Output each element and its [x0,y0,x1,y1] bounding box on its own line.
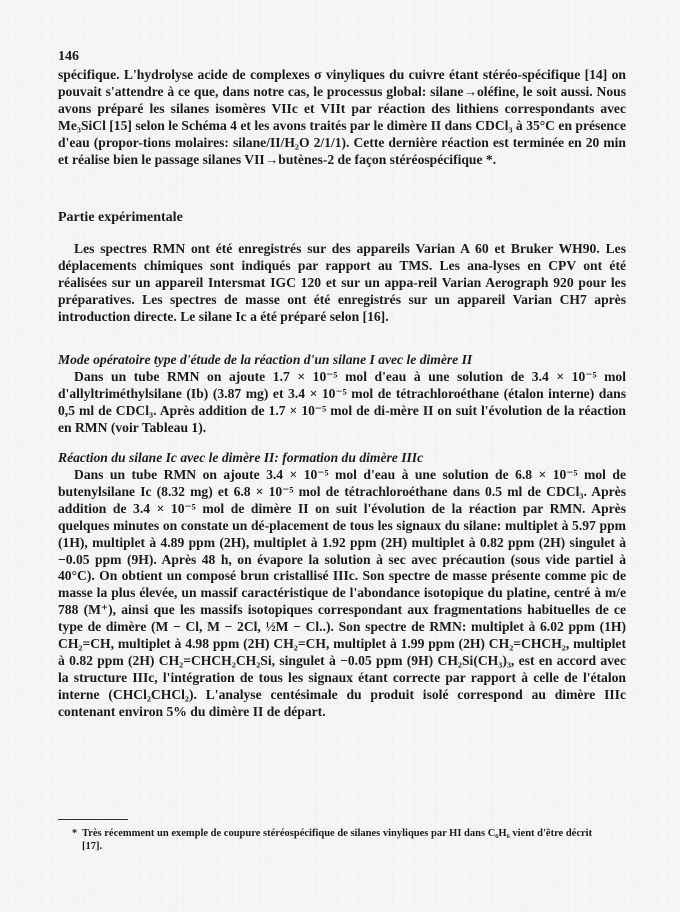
experimental-paragraph: Les spectres RMN ont été enregistrés sur des appareils Varian A 60 et Bruker WH90. Les déplacements chimiques sont indiqués par rapport au TMS. Les ana-lyses en CPV ont été réalisées sur un appareil Intersmat IGC 120 et sur un appa-reil Varian Aerograph 920 pour les préparatives. Les spectres de masse ont été enregistrés sur un appareil Varian CH7 après introduction directe. Le silane Ic a été préparé selon [16]. [58,241,626,324]
footnote [72,828,602,853]
page-number: 146 [58,49,79,64]
footnote-divider [58,819,128,820]
reaction-title: Réaction du silane Ic avec le dimère II: formation du dimère IIIc [58,450,424,465]
intro-paragraph: spécifique. L'hydrolyse acide de complexes σ vinyliques du cuivre étant stéréo-spécifique [14] on pouvait s'attendre à ce que, dans notre cas, le processus global: silane→oléfine, le soit aussi. Nous avons préparé les silanes isomères VIIc et VIIt par réaction des lithiens correspondants avec Me₃SiCl [15] selon le Schéma 4 et les avons traités par le dimère II dans CDCl₃ à 35°C en présence d'eau (propor-tions molaires: silane/II/H₂O 2/1/1). Cette dernière réaction est terminée en 20 min et réalise bien le passage silanes VII→butènes-2 de façon stéréospécifique *. [58,67,626,167]
footnote-marker: * [72,828,78,839]
footnote-text: Très récemment un exemple de coupure stéréospécifique de silanes vinyliques par HI dans C₆H₆ vient d'être décrit [17]. [82,828,593,852]
section-heading: Partie expérimentale [58,210,183,225]
reaction-paragraph: Dans un tube RMN on ajoute 3.4 × 10⁻⁵ mol d'eau à une solution de 6.8 × 10⁻⁵ mol de butenylsilane Ic (8.32 mg) et 6.8 × 10⁻⁵ mol de tétrachloroéthane dans 0.5 ml de CDCl₃. Après addition de 3.4 × 10⁻⁵ mol de dimère II on suit l'évolution de la réaction par RMN. Après quelques minutes on constate un dé-placement de tous les signaux du silane: multiplet à 5.97 ppm (1H), multiplet à 4.89 ppm (2H), multiplet à 1.92 ppm (2H) multiplet à 0.82 ppm (2H) singulet à −0.05 ppm (9H). Après 48 h, on évapore la solution à sec avec précaution (sous vide partiel à 40°C). On obtient un composé brun cristallisé IIIc. Son spectre de masse présente comme pic de masse la plus élevée, un massif caractéristique de l'abondance isotopique du platine, centré à m/e 788 (M⁺), ainsi que les massifs isotopiques correspondant aux fragmentations habituelles de ce type de dimère (M − Cl, M − 2Cl, ½M − Cl..). Son spectre de RMN: multiplet à 6.02 ppm (1H) CH₂=CH, multiplet à 4.98 ppm (2H) CH₂=CH, multiplet à 1.99 ppm (2H) CH₂=CHCH₂, multiplet à 0.82 ppm (2H) CH₂=CHCH₂CH₂Si, singulet à −0.05 ppm (9H) CH₂Si(CH₃)₃, est en accord avec la structure IIIc, l'intégration de tous les signaux étant correcte par rapport à celle de l'étalon interne (CHCl₂CHCl₂). L'analyse centésimale du produit isolé correspond au dimère IIIc contenant environ 5% du dimère II de départ. [58,467,626,719]
mode-operatoire-paragraph: Dans un tube RMN on ajoute 1.7 × 10⁻⁵ mol d'eau à une solution de 3.4 × 10⁻⁵ mol d'allyltriméthylsilane (Ib) (3.87 mg) et 3.4 × 10⁻⁵ mol de tétrachloroéthane (étalon interne) dans 0,5 ml de CDCl₃. Après addition de 1.7 × 10⁻⁵ mol de di-mère II on suit l'évolution de la réaction en RMN (voir Tableau 1). [58,369,626,435]
mode-operatoire-title: Mode opératoire type d'étude de la réaction d'un silane I avec le dimère II [58,352,473,367]
